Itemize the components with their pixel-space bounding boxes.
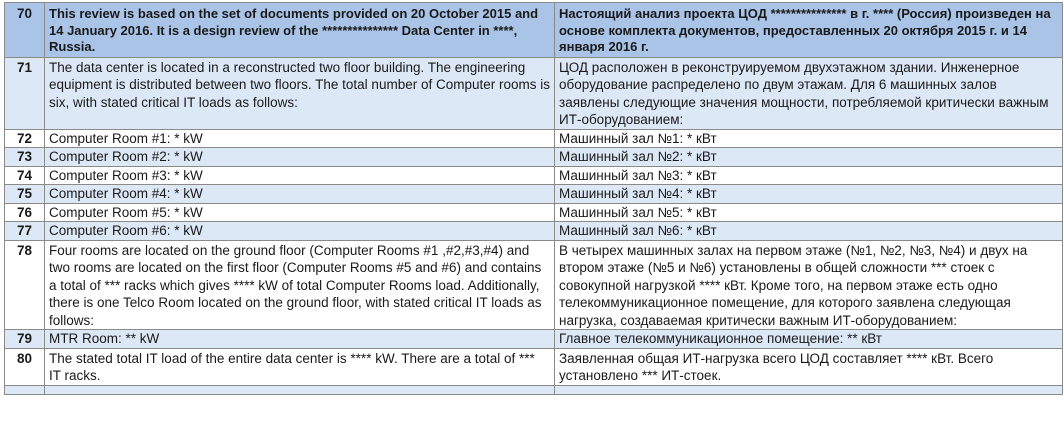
english-text: Computer Room #1: * kW [45,129,555,148]
english-text: Computer Room #6: * kW [45,222,555,241]
russian-text: Машинный зал №1: * кВт [555,129,1063,148]
russian-text: ЦОД расположен в реконструируемом двухэтажном здании. Инженерное оборудование распределено по двум этажам. Для 6 машинных залов заявлены следующие значения мощности, потребляемой критически важным ИТ-оборудованием: [555,57,1063,129]
russian-text: Настоящий анализ проекта ЦОД *************** в г. **** (Россия) произведен на основе комплекта документов, предоставленных 20 октября 2015 г. и 14 января 2016 г. [555,3,1063,58]
empty-cell [555,385,1063,394]
russian-text: В четырех машинных залах на первом этаже (№1, №2, №3, №4) и двух на втором этаже (№5 и №6) установлены в общей сложности *** стоек с совокупной нагрузкой **** кВт. Кроме того, на первом этаже есть одно телекоммуникационное помещение, для которого заявлена следующая нагрузка, создаваемая критически важным ИТ-оборудованием: [555,240,1063,330]
table-row [5,240,1063,330]
english-text: This review is based on the set of documents provided on 20 October 2015 and 14 January 2016. It is a design review of the *************** Data Center in ****, Russia. [45,3,555,58]
row-number: 79 [5,330,45,349]
english-text: MTR Room: ** kW [45,330,555,349]
table-row [5,222,1063,241]
row-number: 71 [5,57,45,129]
table-row [5,129,1063,148]
english-text: Computer Room #3: * kW [45,166,555,185]
table-header-row [5,3,1063,58]
table-row [5,348,1063,385]
russian-text: Машинный зал №4: * кВт [555,185,1063,204]
english-text: Computer Room #4: * kW [45,185,555,204]
english-text: Four rooms are located on the ground floor (Computer Rooms #1 ,#2,#3,#4) and two rooms are located on the first floor (Computer Rooms #5 and #6) and contains a total of *** racks which gives **** kW of total Computer Rooms load. Additionally, there is one Telco Room located on the ground floor, with stated critical IT loads as follows: [45,240,555,330]
row-number: 77 [5,222,45,241]
english-text: The stated total IT load of the entire data center is **** kW. There are a total of *** IT racks. [45,348,555,385]
row-number: 73 [5,148,45,167]
row-number: 74 [5,166,45,185]
row-number: 75 [5,185,45,204]
russian-text: Заявленная общая ИТ-нагрузка всего ЦОД составляет **** кВт. Всего установлено *** ИТ-стоек. [555,348,1063,385]
russian-text: Машинный зал №6: * кВт [555,222,1063,241]
row-number: 76 [5,203,45,222]
english-text: Computer Room #5: * kW [45,203,555,222]
table-row [5,166,1063,185]
english-text: Computer Room #2: * kW [45,148,555,167]
row-number: 80 [5,348,45,385]
review-table-container [4,2,1062,395]
table-row-cut-off [5,385,1063,394]
russian-text: Машинный зал №3: * кВт [555,166,1063,185]
table-row [5,57,1063,129]
empty-cell [5,385,45,394]
table-row [5,203,1063,222]
row-number: 70 [5,3,45,58]
row-number: 78 [5,240,45,330]
russian-text: Главное телекоммуникационное помещение: ** кВт [555,330,1063,349]
russian-text: Машинный зал №5: * кВт [555,203,1063,222]
english-text: The data center is located in a reconstructed two floor building. The engineering equipment is distributed between two floors. The total number of Computer rooms is six, with stated critical IT loads as follows: [45,57,555,129]
row-number: 72 [5,129,45,148]
table-row [5,185,1063,204]
table-row [5,330,1063,349]
russian-text: Машинный зал №2: * кВт [555,148,1063,167]
review-table [4,2,1063,395]
empty-cell [45,385,555,394]
table-row [5,148,1063,167]
